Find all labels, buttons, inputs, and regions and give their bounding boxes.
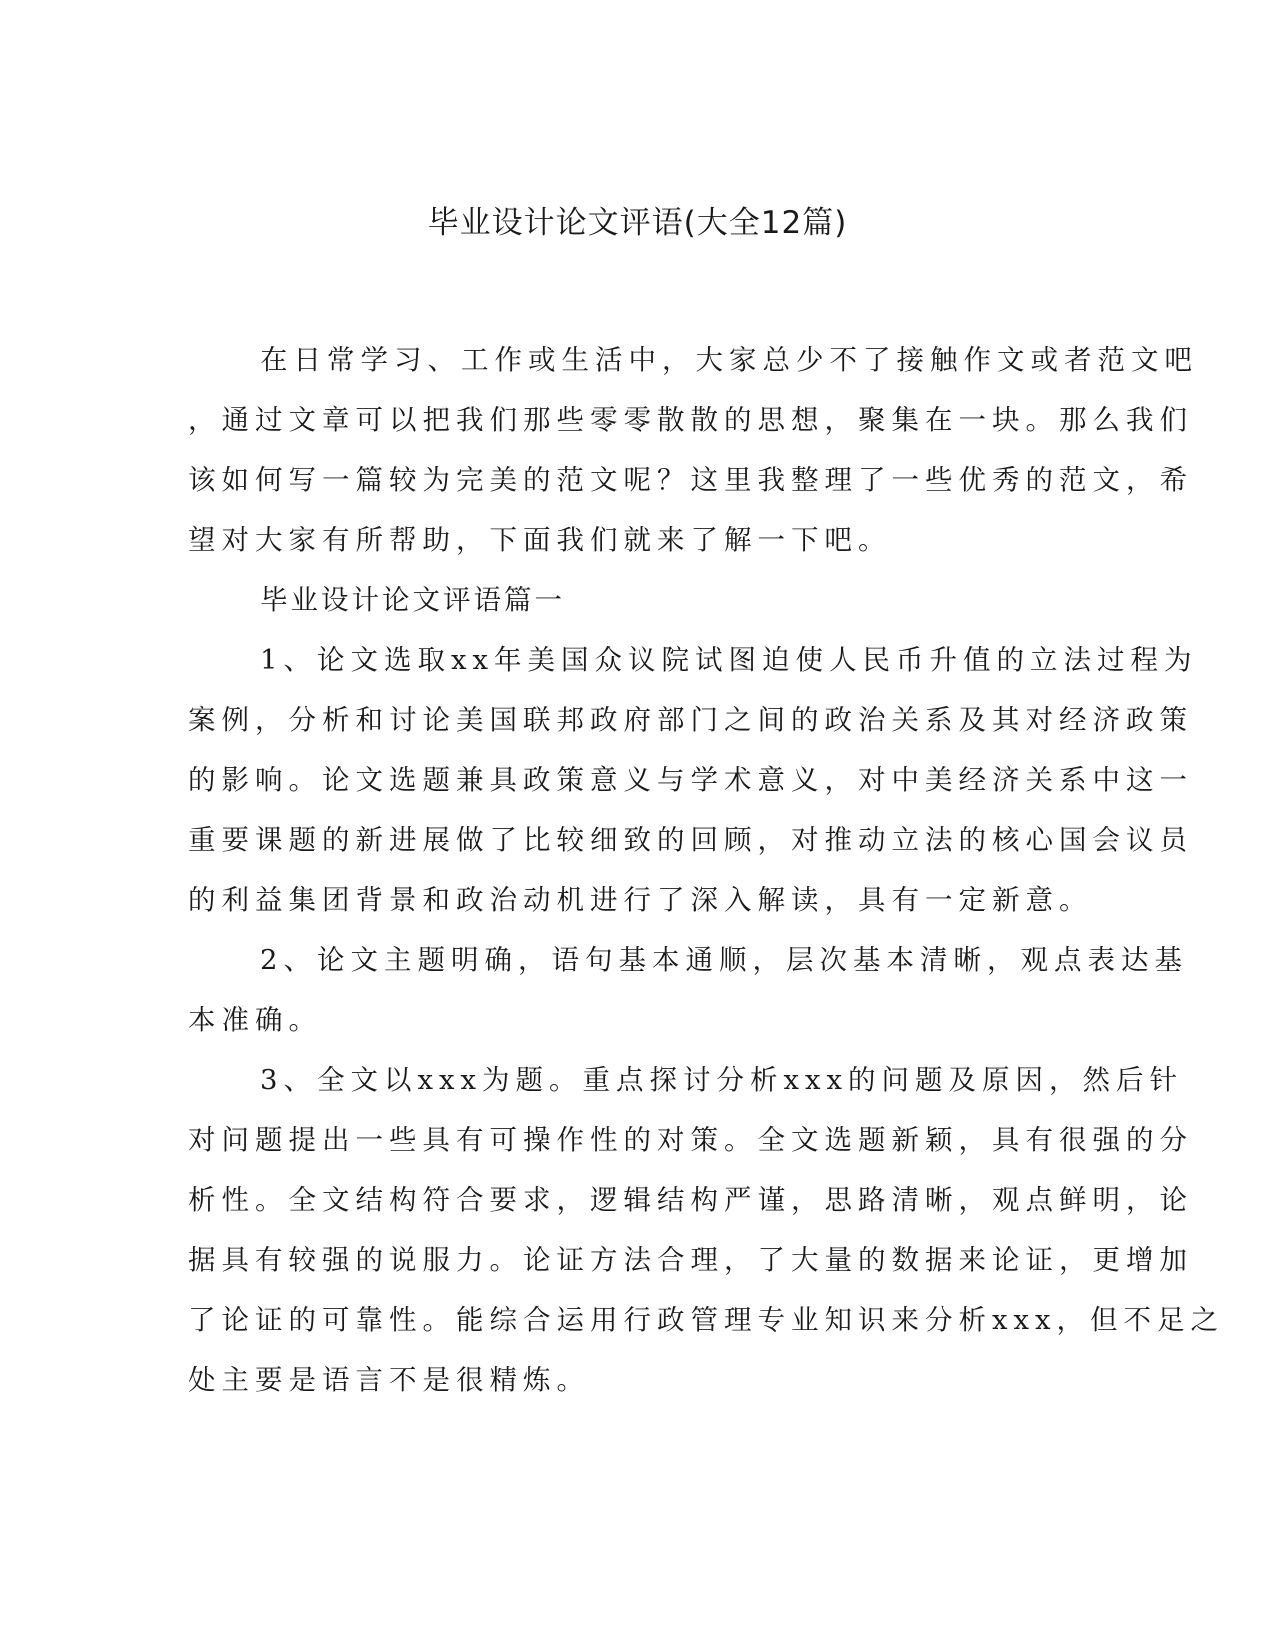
- item-3-line-5: 了论证的可靠性。能综合运用行政管理专业知识来分析xxx，但不足之: [188, 1304, 1225, 1336]
- item-2-line-1: 2、论文主题明确，语句基本通顺，层次基本清晰，观点表达基: [260, 944, 1188, 976]
- item-3-line-3: 析性。全文结构符合要求，逻辑结构严谨，思路清晰，观点鲜明，论: [188, 1184, 1193, 1216]
- item-1-line-5: 的利益集团背景和政治动机进行了深入解读，具有一定新意。: [188, 884, 1093, 916]
- item-3-line-6: 处主要是语言不是很精炼。: [188, 1364, 590, 1396]
- intro-line-3: 该如何写一篇较为完美的范文呢？这里我整理了一些优秀的范文，希: [188, 464, 1193, 496]
- intro-line-1: 在日常学习、工作或生活中，大家总少不了接触作文或者范文吧: [260, 344, 1198, 376]
- section-heading: 毕业设计论文评语篇一: [260, 584, 565, 616]
- document-body: [188, 330, 1225, 1410]
- item-1-line-2: 案例，分析和讨论美国联邦政府部门之间的政治关系及其对经济政策: [188, 704, 1193, 736]
- intro-line-2: ，通过文章可以把我们那些零零散散的思想，聚集在一块。那么我们: [188, 404, 1193, 436]
- item-3-line-1: 3、全文以xxx为题。重点探讨分析xxx的问题及原因，然后针: [260, 1064, 1184, 1096]
- item-3-line-4: 据具有较强的说服力。论证方法合理，了大量的数据来论证，更增加: [188, 1244, 1193, 1276]
- item-3-line-2: 对问题提出一些具有可操作性的对策。全文选题新颖，具有很强的分: [188, 1124, 1193, 1156]
- item-1-line-4: 重要课题的新进展做了比较细致的回顾，对推动立法的核心国会议员: [188, 824, 1193, 856]
- document-title: 毕业设计论文评语(大全12篇): [427, 205, 848, 241]
- item-1-line-1: 1、论文选取xx年美国众议院试图迫使人民币升值的立法过程为: [260, 644, 1198, 676]
- item-2-line-2: 本准确。: [188, 1004, 322, 1036]
- intro-line-4: 望对大家有所帮助，下面我们就来了解一下吧。: [188, 524, 892, 556]
- item-1-line-3: 的影响。论文选题兼具政策意义与学术意义，对中美经济关系中这一: [188, 764, 1193, 796]
